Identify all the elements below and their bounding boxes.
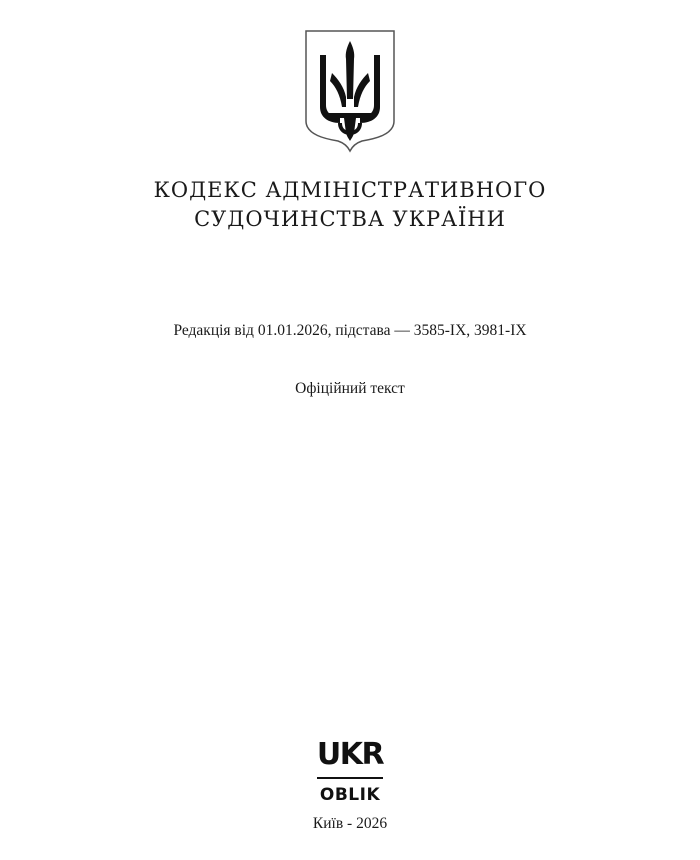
publisher-logo-bottom: OBLIK [319,785,381,805]
publisher-logo-top: UKR [316,737,384,772]
document-title-line-1: КОДЕКС АДМІНІСТРАТИВНОГО [153,178,547,202]
publisher-logo [310,738,390,805]
trident-coat-of-arms-icon [304,29,396,153]
document-title-line-2: СУДОЧИНСТВА УКРАЇНИ [194,207,506,231]
edition-info: Редакція від 01.01.2026, підстава — 3585-IX, 3981-IX [173,322,527,339]
official-text-label: Офіційний текст [295,380,405,397]
place-and-year: Київ - 2026 [312,815,388,832]
publisher-logo-divider [317,777,383,779]
document-title [0,176,700,234]
coat-of-arms-emblem [304,29,396,153]
